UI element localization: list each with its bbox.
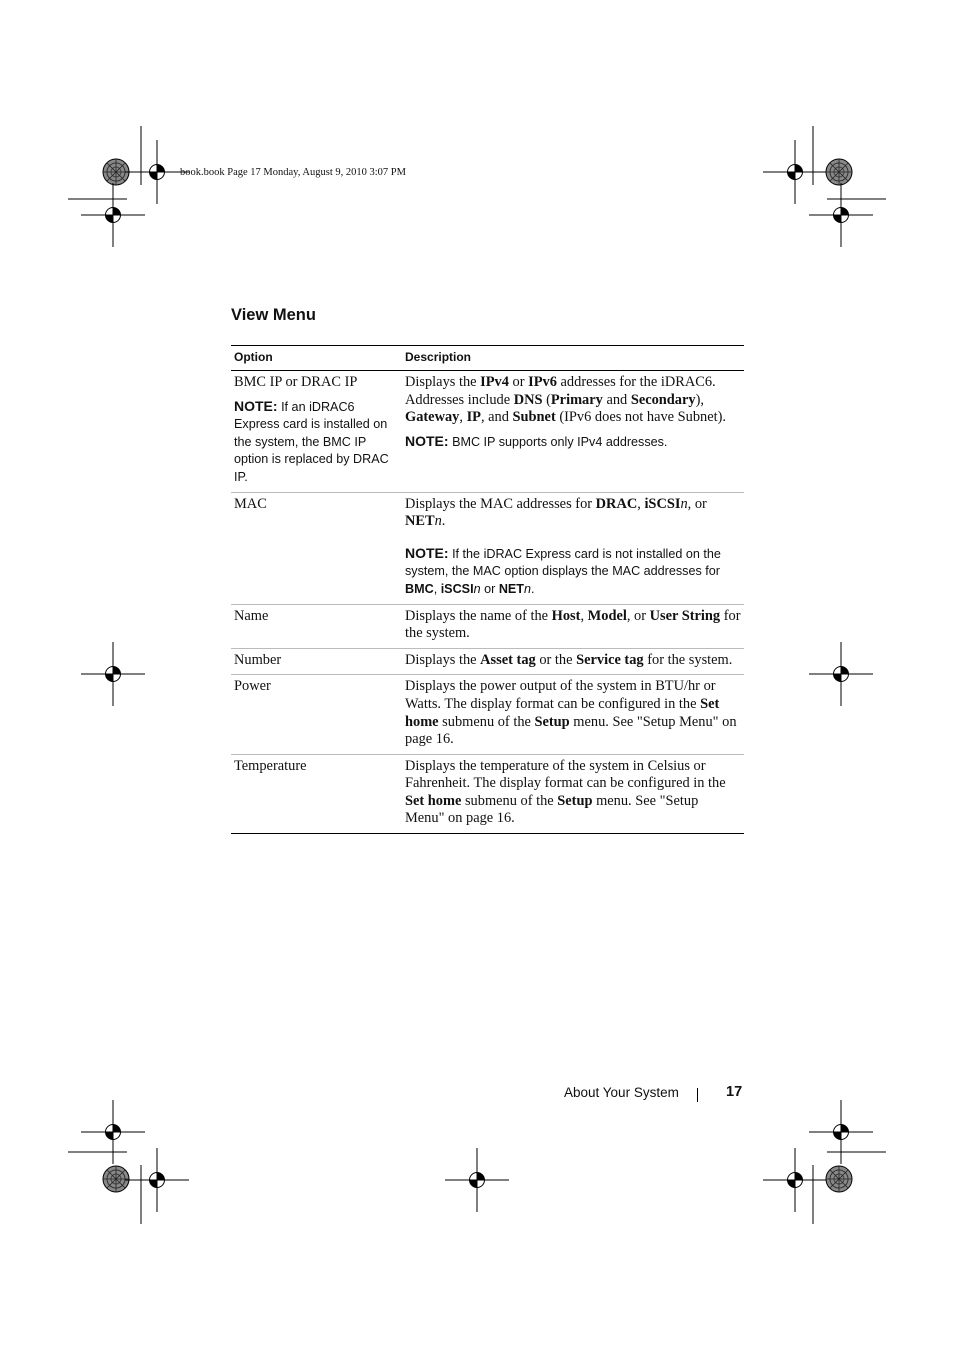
note-label: NOTE:	[234, 397, 278, 414]
table-row	[231, 604, 744, 648]
note-text: BMC IP supports only IPv4 addresses.	[452, 434, 668, 449]
note-text: If an iDRAC6 Express card is installed on the system, the BMC IP option is replaced by DRAC IP.	[234, 399, 389, 484]
option-note	[234, 398, 399, 487]
print-stamp: book.book Page 17 Monday, August 9, 2010 3:07 PM	[180, 167, 406, 178]
option-cell	[231, 648, 402, 675]
option-cell	[231, 371, 402, 493]
description-note	[405, 433, 741, 452]
option-label: Name	[234, 607, 269, 624]
option-cell	[231, 492, 402, 604]
column-header-option: Option	[231, 346, 402, 371]
option-cell	[231, 675, 402, 754]
crop-mark-top-right	[763, 126, 886, 247]
description-cell	[402, 371, 744, 493]
description-text: Displays the MAC addresses for DRAC, iSCSIn, or NETn.	[405, 495, 707, 530]
crop-mark-top-left	[68, 126, 189, 247]
footer-chapter-title: About Your System	[564, 1085, 679, 1100]
crop-mark-mid-left	[81, 642, 145, 706]
table-row	[231, 648, 744, 675]
crop-mark-bottom-right	[763, 1100, 886, 1224]
description-cell	[402, 648, 744, 675]
description-note: NOTE: If the iDRAC Express card is not installed on the system, the MAC option displays the MAC addresses for BMC, iSCSIn or NETn.	[405, 544, 721, 596]
description-cell	[402, 604, 744, 648]
option-label: Temperature	[234, 757, 307, 774]
table-row	[231, 754, 744, 833]
view-menu-table	[231, 345, 744, 834]
section-title: View Menu	[231, 306, 316, 324]
page-number: 17	[726, 1084, 743, 1100]
option-label: MAC	[234, 495, 267, 512]
option-label: BMC IP or DRAC IP	[234, 374, 358, 390]
crop-mark-bottom-center	[445, 1148, 509, 1212]
table-row	[231, 371, 744, 493]
option-label: Power	[234, 678, 271, 695]
option-cell	[231, 754, 402, 833]
option-label: Number	[234, 651, 282, 668]
note-label: NOTE:	[405, 544, 449, 561]
table-header-row	[231, 346, 744, 371]
description-text: Displays the name of the Host, Model, or User String for the system.	[405, 607, 741, 642]
description-cell	[402, 492, 744, 604]
table-row	[231, 675, 744, 754]
description-cell	[402, 754, 744, 833]
description-cell	[402, 675, 744, 754]
description-text: Displays the temperature of the system in Celsius or Fahrenheit. The display format can be configured in the Set home submenu of the Setup menu. See "Setup Menu" on page 16.	[405, 757, 726, 827]
description-text: Displays the power output of the system in BTU/hr or Watts. The display format can be configured in the Set home submenu of the Setup menu. See "Setup Menu" on page 16.	[405, 678, 737, 748]
description-text: Displays the IPv4 or IPv6 addresses for the iDRAC6. Addresses include DNS (Primary and Secondary), Gateway, IP, and Subnet (IPv6 does not have Subnet).	[405, 374, 727, 426]
crop-mark-bottom-left	[68, 1100, 189, 1224]
column-header-description: Description	[402, 346, 744, 371]
table-row	[231, 492, 744, 604]
footer-separator	[697, 1088, 698, 1102]
option-cell	[231, 604, 402, 648]
note-label: NOTE:	[405, 432, 449, 449]
crop-mark-mid-right	[809, 642, 873, 706]
description-text: Displays the Asset tag or the Service tag for the system.	[405, 651, 733, 668]
